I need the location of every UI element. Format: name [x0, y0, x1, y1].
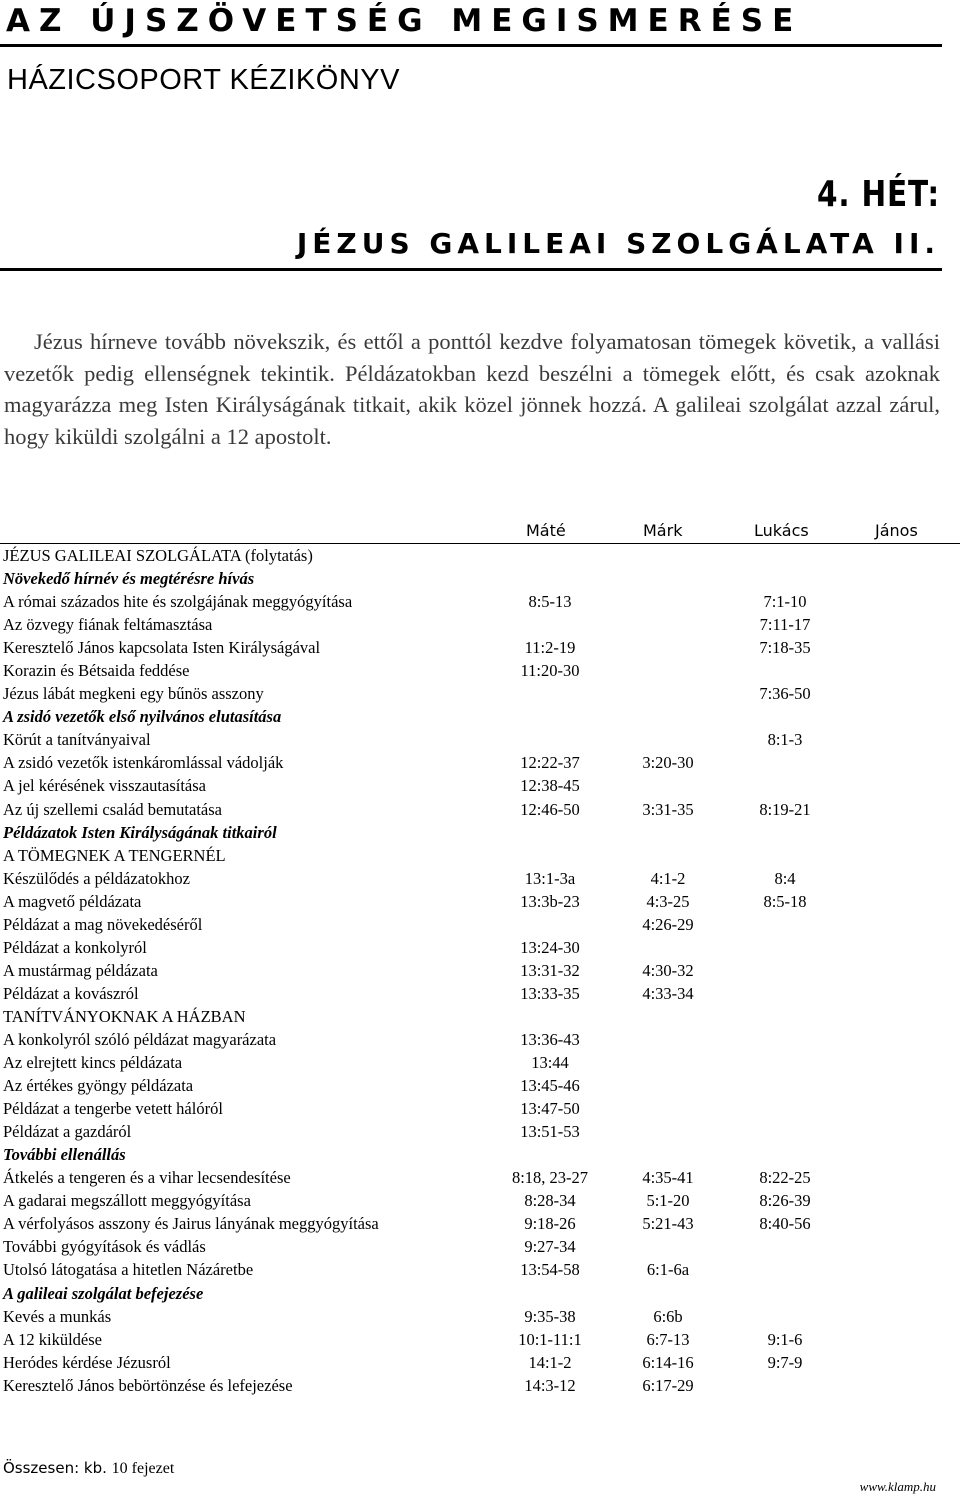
section-heading: A galileai szolgálat befejezése — [3, 1283, 204, 1303]
table-body — [0, 544, 960, 1397]
table-row — [0, 1212, 960, 1235]
row-label: A konkolyról szóló példázat magyarázata — [3, 1029, 277, 1049]
table-row — [0, 844, 960, 867]
mark-ref: 6:14-16 — [642, 1352, 694, 1372]
mark-ref: 4:30-32 — [642, 960, 694, 980]
total-summary — [3, 1458, 174, 1479]
row-label: Jézus lábát megkeni egy bűnös asszony — [3, 684, 264, 704]
table-row — [0, 1328, 960, 1351]
row-label: Keresztelő János kapcsolata Isten Királyságával — [3, 638, 321, 658]
row-label: Példázat a gazdáról — [3, 1122, 132, 1142]
lukacs-ref: 9:7-9 — [767, 1352, 803, 1372]
mate-ref: 11:20-30 — [520, 661, 580, 681]
week-label: 4. HÉT: — [817, 174, 940, 215]
mate-ref: 13:24-30 — [520, 937, 580, 957]
book-title: AZ ÚJSZÖVETSÉG MEGISMERÉSE — [6, 3, 803, 39]
total-value: 10 fejezet — [111, 1460, 175, 1477]
column-header-mate: Máté — [526, 521, 566, 540]
lukacs-ref: 8:4 — [774, 868, 796, 888]
header-rule-top — [0, 44, 942, 47]
mate-ref: 13:44 — [531, 1053, 569, 1073]
row-label: Az elrejtett kincs példázata — [3, 1053, 183, 1073]
row-label: Keresztelő János bebörtönzése és lefejezése — [3, 1375, 293, 1395]
row-label: Példázat a kovászról — [3, 983, 139, 1003]
mark-ref: 4:35-41 — [642, 1168, 694, 1188]
row-label: Körút a tanítványaival — [3, 730, 151, 750]
book-subtitle: HÁZICSOPORT KÉZIKÖNYV — [7, 64, 400, 96]
table-row — [0, 613, 960, 636]
row-label: Az értékes gyöngy példázata — [3, 1076, 194, 1096]
row-label: Átkelés a tengeren és a vihar lecsendesítése — [3, 1168, 291, 1188]
table-row — [0, 821, 960, 844]
row-label: Példázat a mag növekedéséről — [3, 914, 203, 934]
mark-ref: 6:6b — [653, 1306, 683, 1326]
section-heading: További ellenállás — [3, 1145, 126, 1165]
row-label: Készülődés a példázatokhoz — [3, 868, 190, 888]
mate-ref: 13:1-3a — [524, 868, 576, 888]
section-heading: TANÍTVÁNYOKNAK A HÁZBAN — [3, 1006, 246, 1026]
table-row — [0, 1258, 960, 1281]
table-row — [0, 1097, 960, 1120]
intro-paragraph: Jézus hírneve tovább növekszik, és ettől a ponttól kezdve folyamatosan tömegek követik, a vallási vezetők pedig ellenségnek tekintik. Példázatokban kezd beszélni a tömegek előtt, és csak azoknak magyarázza meg Isten Királyságának titkait, akik közel jönnek hozzá. A galileai szolgálat azzal zárul, hogy kiküldi szolgálni a 12 apostolt. — [4, 329, 940, 449]
mark-ref: 3:20-30 — [642, 753, 694, 773]
mark-ref: 4:26-29 — [642, 914, 694, 934]
mate-ref: 12:38-45 — [520, 776, 580, 796]
table-row — [0, 659, 960, 682]
table-row — [0, 774, 960, 797]
mark-ref: 6:17-29 — [642, 1375, 694, 1395]
lukacs-ref: 8:19-21 — [759, 799, 811, 819]
table-row — [0, 1120, 960, 1143]
section-heading: Növekedő hírnév és megtérésre hívás — [3, 569, 255, 589]
table-row — [0, 1166, 960, 1189]
lesson-title: JÉZUS GALILEAI SZOLGÁLATA II. — [296, 227, 940, 260]
mate-ref: 13:51-53 — [520, 1122, 580, 1142]
table-row — [0, 1074, 960, 1097]
mark-ref: 5:21-43 — [642, 1214, 694, 1234]
mark-ref: 4:33-34 — [642, 983, 694, 1003]
row-label: Kevés a munkás — [3, 1306, 112, 1326]
table-row — [0, 751, 960, 774]
mark-ref: 6:1-6a — [646, 1260, 690, 1280]
row-label: A magvető példázata — [3, 891, 142, 911]
mark-ref: 3:31-35 — [642, 799, 694, 819]
mate-ref: 13:47-50 — [520, 1099, 580, 1119]
table-row — [0, 1282, 960, 1305]
mate-ref: 8:28-34 — [524, 1191, 576, 1211]
total-label: Összesen: kb. — [3, 1459, 107, 1477]
table-row — [0, 867, 960, 890]
lukacs-ref: 7:11-17 — [759, 615, 811, 635]
row-label: Az új szellemi család bemutatása — [3, 799, 222, 819]
table-row — [0, 1235, 960, 1258]
mate-ref: 14:1-2 — [528, 1352, 572, 1372]
section-heading: Példázatok Isten Királyságának titkairól — [3, 822, 277, 842]
row-label: A gadarai megszállott meggyógyítása — [3, 1191, 251, 1211]
mate-ref: 8:18, 23-27 — [511, 1168, 589, 1188]
mate-ref: 14:3-12 — [524, 1375, 576, 1395]
mate-ref: 13:45-46 — [520, 1076, 580, 1096]
column-header-lukacs: Lukács — [754, 521, 809, 540]
mate-ref: 13:36-43 — [520, 1029, 580, 1049]
row-label: Heródes kérdése Jézusról — [3, 1352, 171, 1372]
table-row — [0, 636, 960, 659]
table-row — [0, 590, 960, 613]
table-row — [0, 544, 960, 567]
table-row — [0, 982, 960, 1005]
row-label: A mustármag példázata — [3, 960, 158, 980]
mate-ref: 13:54-58 — [520, 1260, 580, 1280]
mark-ref: 5:1-20 — [646, 1191, 690, 1211]
table-row — [0, 1028, 960, 1051]
mate-ref: 11:2-19 — [524, 638, 576, 658]
row-label: Utolsó látogatása a hitetlen Názáretbe — [3, 1260, 254, 1280]
mate-ref: 13:3b-23 — [520, 891, 580, 911]
header-rule-bottom — [0, 268, 942, 271]
row-label: Korazin és Bétsaida feddése — [3, 661, 190, 681]
section-heading: JÉZUS GALILEAI SZOLGÁLATA (folytatás) — [3, 546, 313, 565]
row-label: A római százados hite és szolgájának meggyógyítása — [3, 592, 353, 612]
mate-ref: 9:18-26 — [524, 1214, 576, 1234]
row-label: Példázat a tengerbe vetett hálóról — [3, 1099, 223, 1119]
table-row — [0, 1143, 960, 1166]
mate-ref: 12:22-37 — [520, 753, 580, 773]
lukacs-ref: 8:5-18 — [763, 891, 807, 911]
lukacs-ref: 8:1-3 — [767, 730, 803, 750]
mate-ref: 13:31-32 — [520, 960, 580, 980]
table-row — [0, 682, 960, 705]
table-row — [0, 959, 960, 982]
lukacs-ref: 7:18-35 — [759, 638, 811, 658]
table-row — [0, 936, 960, 959]
lukacs-ref: 8:26-39 — [759, 1191, 811, 1211]
table-row — [0, 705, 960, 728]
lukacs-ref: 8:22-25 — [759, 1168, 811, 1188]
mate-ref: 9:35-38 — [524, 1306, 576, 1326]
table-row — [0, 890, 960, 913]
table-row — [0, 1189, 960, 1212]
table-row — [0, 1051, 960, 1074]
lukacs-ref: 9:1-6 — [767, 1329, 803, 1349]
row-label: Az özvegy fiának feltámasztása — [3, 615, 213, 635]
mark-ref: 4:1-2 — [650, 868, 686, 888]
table-row — [0, 798, 960, 821]
table-row — [0, 913, 960, 936]
source-url: www.klamp.hu — [859, 1479, 936, 1494]
lukacs-ref: 7:36-50 — [759, 684, 811, 704]
table-row — [0, 1005, 960, 1028]
mate-ref: 12:46-50 — [520, 799, 580, 819]
gospel-harmony-table — [0, 519, 960, 1397]
column-header-janos: János — [875, 521, 918, 540]
row-label: Példázat a konkolyról — [3, 937, 147, 957]
mark-ref: 6:7-13 — [646, 1329, 690, 1349]
row-label: A vérfolyásos asszony és Jairus lányának meggyógyítása — [3, 1214, 379, 1234]
section-heading: A TÖMEGNEK A TENGERNÉL — [3, 845, 226, 865]
row-label: A jel kérésének visszautasítása — [3, 776, 206, 796]
mate-ref: 9:27-34 — [524, 1237, 576, 1257]
table-row — [0, 1351, 960, 1374]
table-row — [0, 1305, 960, 1328]
section-heading: A zsidó vezetők első nyilvános elutasítása — [3, 707, 282, 727]
table-header — [0, 519, 960, 544]
mate-ref: 10:1-11:1 — [518, 1329, 582, 1349]
lukacs-ref: 8:40-56 — [759, 1214, 811, 1234]
column-header-mark: Márk — [643, 521, 683, 540]
row-label: További gyógyítások és vádlás — [3, 1237, 206, 1257]
table-row — [0, 1374, 960, 1397]
row-label: A 12 kiküldése — [3, 1329, 102, 1349]
row-label: A zsidó vezetők istenkáromlással vádolják — [3, 753, 284, 773]
table-row — [0, 728, 960, 751]
lukacs-ref: 7:1-10 — [763, 592, 807, 612]
table-row — [0, 567, 960, 590]
mark-ref: 4:3-25 — [646, 891, 690, 911]
mate-ref: 8:5-13 — [528, 592, 572, 612]
mate-ref: 13:33-35 — [520, 983, 580, 1003]
